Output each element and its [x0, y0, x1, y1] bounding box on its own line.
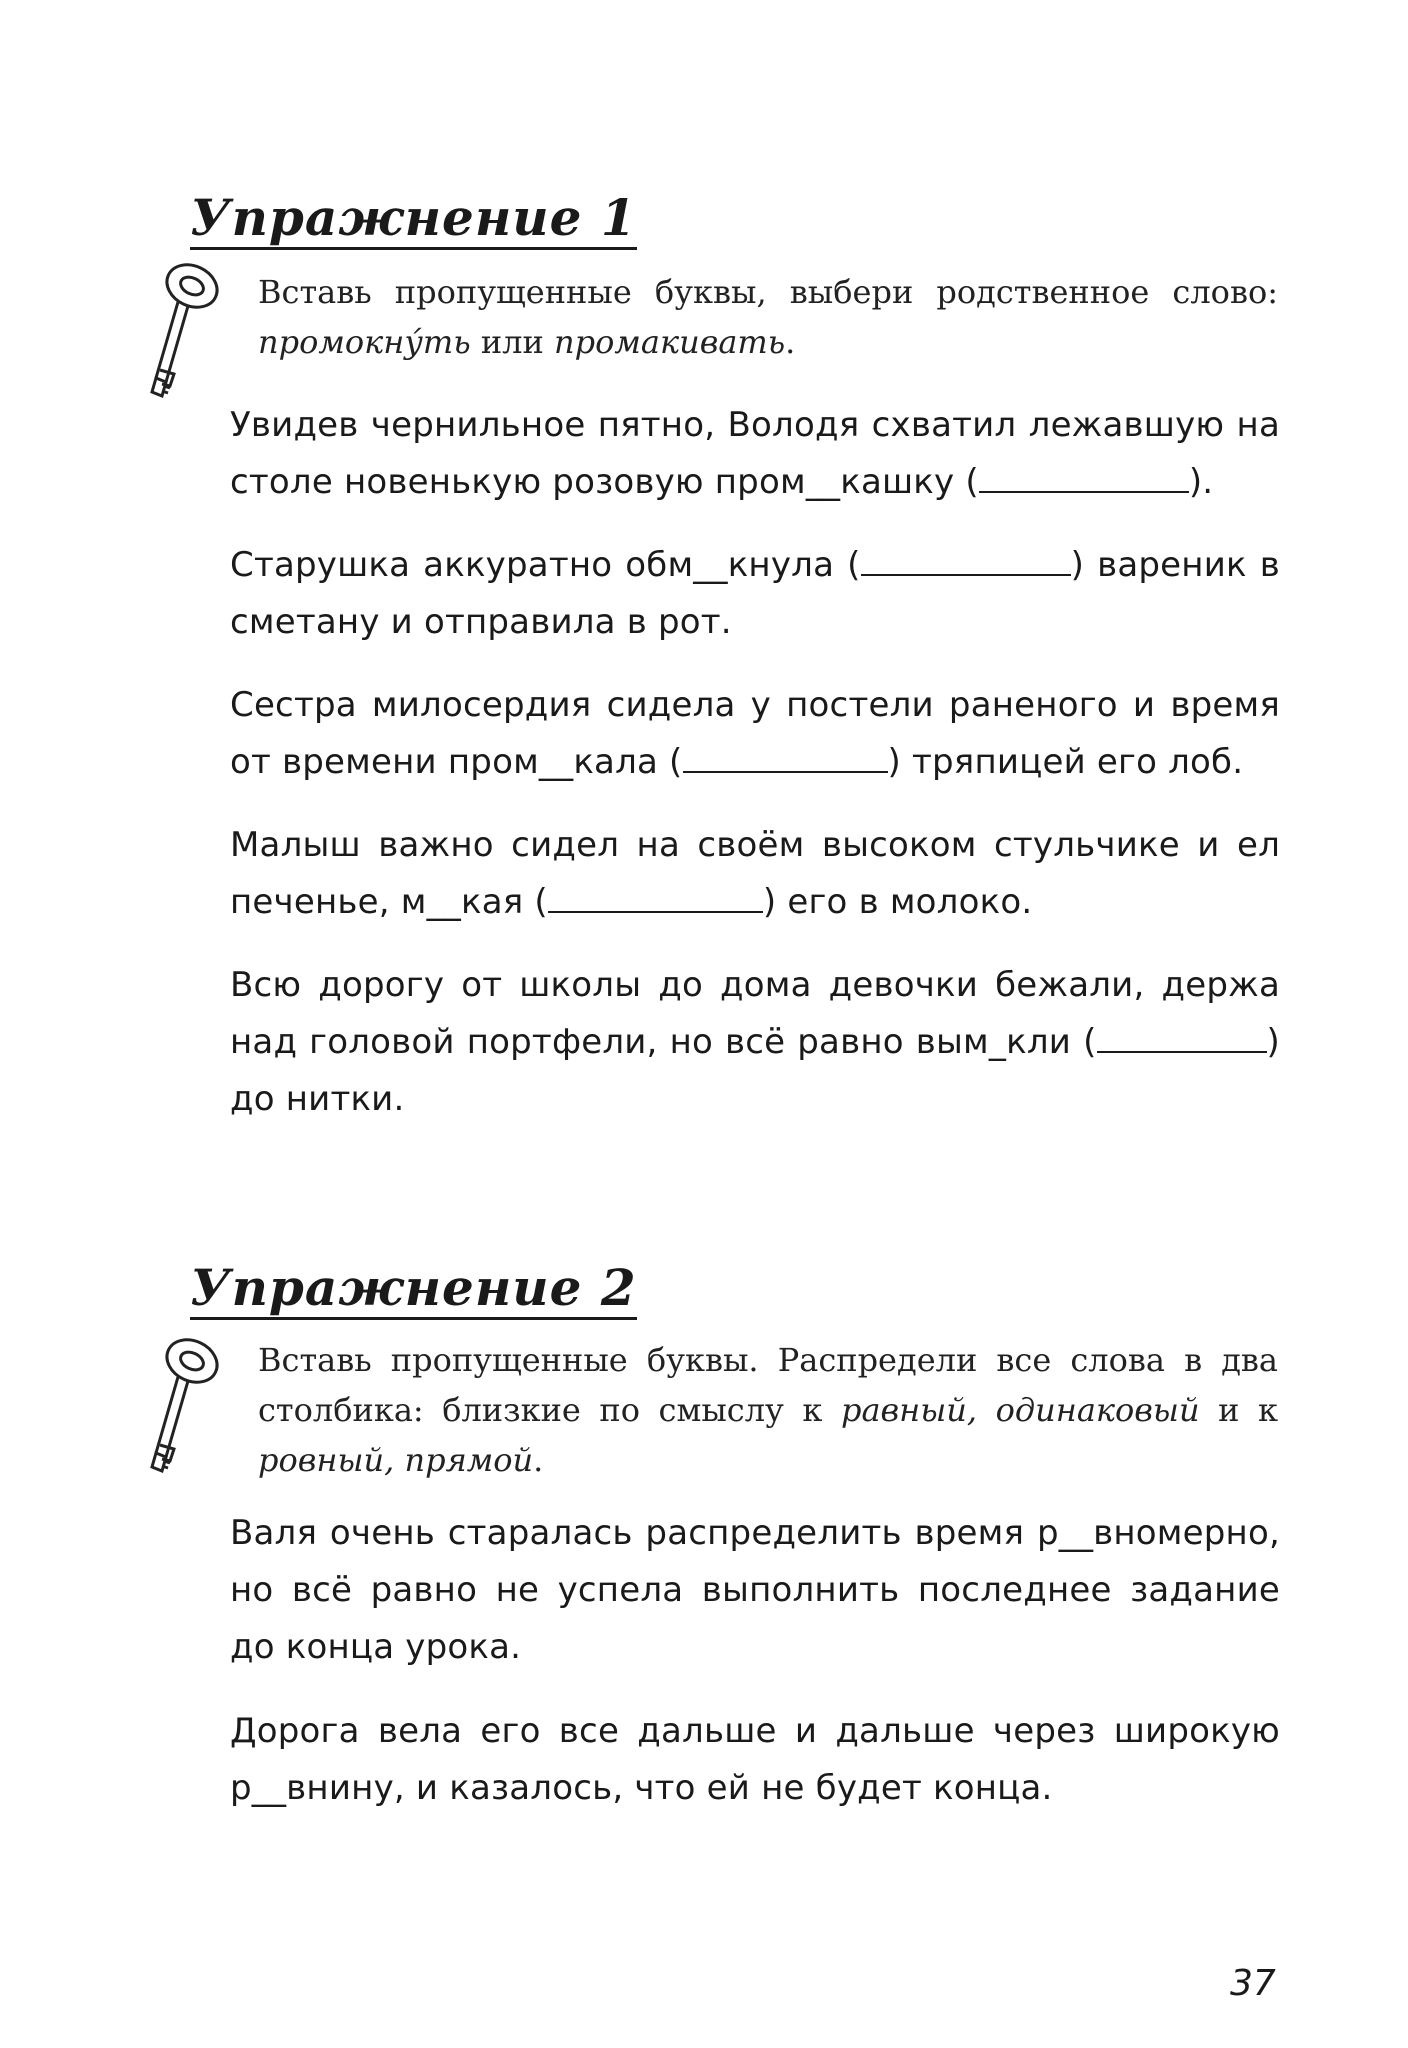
answer-blank[interactable]	[548, 881, 763, 913]
sentence-text: Сестра милосердия сидела у постели раненого и время от времени пром__кала (	[230, 685, 1280, 782]
sentence-text: ) его в молоко.	[762, 882, 1033, 922]
instruction-word-b: промакивать	[554, 323, 786, 361]
sentence-text: ) до нитки.	[230, 1022, 1280, 1119]
key-icon	[140, 1333, 230, 1493]
sentence-text: Малыш важно сидел на своём высоком стульчике и ел печенье, м__кая (	[230, 825, 1280, 922]
answer-blank[interactable]	[683, 741, 888, 773]
exercise-2-sentence: Дорога вела его все дальше и дальше через широкую р__внину, и казалось, что ей не будет конца.	[230, 1711, 1280, 1808]
exercise-2-sentence: Валя очень старалась распределить время р__вномерно, но всё равно не успела выполнить последнее задание до конца урока.	[230, 1513, 1280, 1667]
instruction-word-b: ровный, прямой	[258, 1441, 534, 1479]
exercise-1-sentence	[230, 397, 1280, 511]
instruction-word-a: промокну́ть	[258, 323, 471, 361]
instruction-connector: или	[480, 323, 544, 361]
exercise-1-sentence	[230, 957, 1280, 1128]
sentence-text: Увидев чернильное пятно, Володя схватил лежавшую на столе новенькую розовую пром__кашку (	[230, 405, 1280, 502]
sentence-text: ) вареник в сметану и отправила в рот.	[230, 545, 1281, 642]
exercise-1-title: Упражнение 1	[190, 193, 637, 250]
instruction-connector: и к	[1218, 1391, 1279, 1429]
page-number: 37	[1230, 1963, 1276, 2004]
answer-blank[interactable]	[979, 461, 1189, 493]
exercise-2-title: Упражнение 2	[190, 1263, 637, 1320]
sentence-text: ).	[1188, 462, 1214, 502]
sentence-text: ) тряпицей его лоб.	[887, 742, 1244, 782]
exercise-1-sentence	[230, 537, 1280, 651]
key-icon	[140, 258, 230, 418]
sentence-text: Всю дорогу от школы до дома девочки бежали, держа над головой портфели, но всё равно вым_кли (	[230, 965, 1280, 1062]
instruction-text: Вставь пропущенные буквы. Распредели все слова в два столбика: близкие по смыслу к	[258, 1341, 1278, 1429]
answer-blank[interactable]	[1097, 1021, 1267, 1053]
instruction-word-a: равный, одинаковый	[840, 1391, 1200, 1429]
exercise-2-instruction	[258, 1335, 1278, 1485]
exercise-1-instruction	[258, 267, 1278, 367]
instruction-end: .	[785, 323, 796, 361]
exercise-1-sentence	[230, 817, 1280, 931]
sentence-text: Старушка аккуратно обм__кнула (	[230, 545, 861, 585]
instruction-text: Вставь пропущенные буквы, выбери родственное слово:	[258, 273, 1278, 311]
answer-blank[interactable]	[861, 544, 1071, 576]
exercise-1-sentence	[230, 677, 1280, 791]
instruction-end: .	[533, 1441, 544, 1479]
